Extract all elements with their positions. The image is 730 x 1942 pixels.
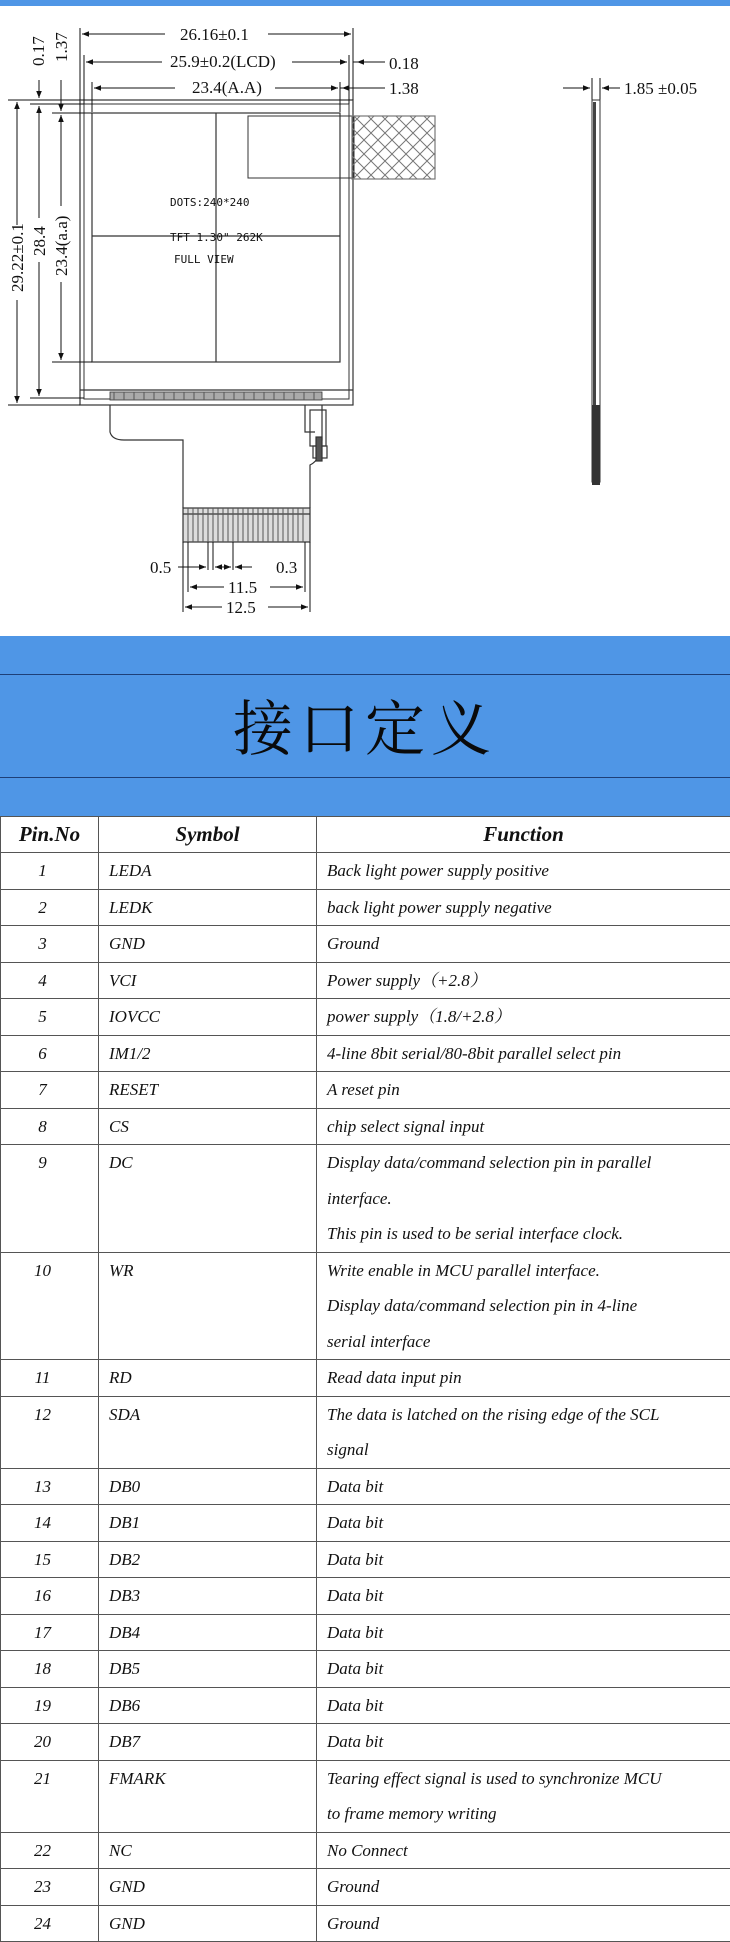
pin-number: 23 xyxy=(1,1869,99,1906)
table-row xyxy=(1,1687,730,1724)
pin-number: 24 xyxy=(1,1905,99,1942)
pin-symbol: IOVCC xyxy=(99,999,317,1036)
pin-number: 18 xyxy=(1,1651,99,1688)
pin-function xyxy=(317,1396,730,1468)
banner-rule-top xyxy=(0,674,730,675)
pin-number: 3 xyxy=(1,926,99,963)
pin-symbol: GND xyxy=(99,1905,317,1942)
pin-function-line: power supply（1.8/+2.8） xyxy=(327,999,722,1035)
pin-function xyxy=(317,1760,730,1832)
pin-function xyxy=(317,1578,730,1615)
dim-top-017: 0.17 xyxy=(29,36,48,66)
table-row xyxy=(1,1396,730,1468)
table-row xyxy=(1,889,730,926)
pin-symbol: DB3 xyxy=(99,1578,317,1615)
pin-number: 17 xyxy=(1,1614,99,1651)
pin-function-line: Ground xyxy=(327,926,722,962)
table-row xyxy=(1,853,730,890)
pin-number: 15 xyxy=(1,1541,99,1578)
pin-number: 12 xyxy=(1,1396,99,1468)
pin-function-line: Back light power supply positive xyxy=(327,853,722,889)
pin-function xyxy=(317,1145,730,1253)
pin-function-line: Data bit xyxy=(327,1688,722,1724)
table-row xyxy=(1,1578,730,1615)
pin-symbol: NC xyxy=(99,1832,317,1869)
table-row xyxy=(1,1468,730,1505)
pin-function-line: Display data/command selection pin in 4-line xyxy=(327,1288,722,1324)
table-row xyxy=(1,1252,730,1360)
table-row xyxy=(1,1145,730,1253)
pin-symbol: DB6 xyxy=(99,1687,317,1724)
pin-function xyxy=(317,1687,730,1724)
table-row xyxy=(1,1072,730,1109)
dim-fpc-125: 12.5 xyxy=(226,598,256,617)
pin-function xyxy=(317,853,730,890)
fpc-fingers xyxy=(183,508,310,542)
pin-function-line: Data bit xyxy=(327,1469,722,1505)
pin-symbol: DB4 xyxy=(99,1614,317,1651)
pin-symbol: DB0 xyxy=(99,1468,317,1505)
pin-function xyxy=(317,1468,730,1505)
pin-symbol: GND xyxy=(99,1869,317,1906)
pin-function-line: Power supply（+2.8） xyxy=(327,963,722,999)
dim-thickness: 1.85 ±0.05 xyxy=(624,79,697,98)
pin-symbol: GND xyxy=(99,926,317,963)
table-row xyxy=(1,1614,730,1651)
pin-symbol: LEDK xyxy=(99,889,317,926)
bond-pads xyxy=(110,392,322,400)
pin-function-line: Data bit xyxy=(327,1724,722,1760)
pin-function-line: Data bit xyxy=(327,1578,722,1614)
pin-symbol: DB7 xyxy=(99,1724,317,1761)
pin-number: 19 xyxy=(1,1687,99,1724)
screen-tft-text: TFT 1.30" 262K xyxy=(170,231,263,244)
pin-function xyxy=(317,999,730,1036)
pin-symbol: WR xyxy=(99,1252,317,1360)
table-row xyxy=(1,1108,730,1145)
pin-number: 13 xyxy=(1,1468,99,1505)
pin-number: 8 xyxy=(1,1108,99,1145)
screen-text xyxy=(170,196,263,266)
screen-dots-text: DOTS:240*240 xyxy=(170,196,249,209)
table-row xyxy=(1,1035,730,1072)
pin-symbol: VCI xyxy=(99,962,317,999)
pin-function xyxy=(317,1905,730,1942)
pin-function-line: chip select signal input xyxy=(327,1109,722,1145)
pin-symbol: FMARK xyxy=(99,1760,317,1832)
pin-symbol: DB1 xyxy=(99,1505,317,1542)
dim-height-aa: 23.4(a.a) xyxy=(52,216,71,276)
table-header-row xyxy=(1,817,730,853)
pin-function xyxy=(317,1108,730,1145)
pin-function-line: Data bit xyxy=(327,1505,722,1541)
pin-definition-table xyxy=(0,816,730,1942)
section-title: 接口定义 xyxy=(0,682,730,768)
dim-outline-width: 26.16±0.1 xyxy=(180,25,249,44)
table-row xyxy=(1,999,730,1036)
pin-function-line: A reset pin xyxy=(327,1072,722,1108)
header-function: Function xyxy=(317,817,730,853)
pin-number: 16 xyxy=(1,1578,99,1615)
pin-function xyxy=(317,889,730,926)
pin-number: 21 xyxy=(1,1760,99,1832)
pin-number: 22 xyxy=(1,1832,99,1869)
pin-number: 9 xyxy=(1,1145,99,1253)
dim-height-284: 28.4 xyxy=(30,226,49,256)
pin-function-line: to frame memory writing xyxy=(327,1796,722,1832)
pin-symbol: CS xyxy=(99,1108,317,1145)
pin-function xyxy=(317,1614,730,1651)
pin-function-line: signal xyxy=(327,1432,722,1468)
drawing-canvas xyxy=(0,0,730,636)
table-row xyxy=(1,1651,730,1688)
dim-fpc-115: 11.5 xyxy=(228,578,257,597)
pin-function xyxy=(317,1541,730,1578)
pin-symbol: DC xyxy=(99,1145,317,1253)
pin-symbol: SDA xyxy=(99,1396,317,1468)
screen-view-text: FULL VIEW xyxy=(174,253,234,266)
pin-number: 10 xyxy=(1,1252,99,1360)
pin-number: 1 xyxy=(1,853,99,890)
pin-function xyxy=(317,1252,730,1360)
pin-function-line: Write enable in MCU parallel interface. xyxy=(327,1253,722,1289)
pin-symbol: DB2 xyxy=(99,1541,317,1578)
table-row xyxy=(1,1832,730,1869)
dim-right-138: 1.38 xyxy=(389,79,419,98)
dim-right-018: 0.18 xyxy=(389,54,419,73)
pin-function xyxy=(317,1724,730,1761)
pin-symbol: DB5 xyxy=(99,1651,317,1688)
pin-function-line: 4-line 8bit serial/80-8bit parallel select pin xyxy=(327,1036,722,1072)
section-banner xyxy=(0,636,730,816)
pin-function xyxy=(317,1505,730,1542)
pin-function-line: Ground xyxy=(327,1906,722,1942)
dim-top-137: 1.37 xyxy=(52,32,71,62)
pin-function-line: Data bit xyxy=(327,1651,722,1687)
pin-number: 4 xyxy=(1,962,99,999)
pin-function-line: The data is latched on the rising edge of the SCL xyxy=(327,1397,722,1433)
table-row xyxy=(1,1760,730,1832)
mechanical-drawing xyxy=(0,0,730,636)
banner-rule-bottom xyxy=(0,777,730,778)
pin-symbol: LEDA xyxy=(99,853,317,890)
pin-function-line: serial interface xyxy=(327,1324,722,1360)
pin-function-line: Display data/command selection pin in parallel xyxy=(327,1145,722,1181)
pin-symbol: RESET xyxy=(99,1072,317,1109)
pin-number: 14 xyxy=(1,1505,99,1542)
pin-function xyxy=(317,962,730,999)
top-strip xyxy=(0,0,730,6)
pin-number: 5 xyxy=(1,999,99,1036)
pin-function xyxy=(317,1869,730,1906)
pin-number: 7 xyxy=(1,1072,99,1109)
pin-number: 20 xyxy=(1,1724,99,1761)
table-row xyxy=(1,1724,730,1761)
pin-function xyxy=(317,1651,730,1688)
pin-function-line: No Connect xyxy=(327,1833,722,1869)
table-row xyxy=(1,1869,730,1906)
table-row xyxy=(1,1541,730,1578)
pin-function-line: Ground xyxy=(327,1869,722,1905)
pin-symbol: RD xyxy=(99,1360,317,1397)
hatch-area xyxy=(352,116,435,179)
header-symbol: Symbol xyxy=(99,817,317,853)
pin-function-line: This pin is used to be serial interface clock. xyxy=(327,1216,722,1252)
pin-number: 2 xyxy=(1,889,99,926)
table-row xyxy=(1,1360,730,1397)
pin-function-line: back light power supply negative xyxy=(327,890,722,926)
pin-function xyxy=(317,1360,730,1397)
dim-height-total: 29.22±0.1 xyxy=(8,223,27,292)
table-body xyxy=(1,853,730,1942)
pin-function xyxy=(317,926,730,963)
pin-function-line: interface. xyxy=(327,1181,722,1217)
dim-pitch: 0.5 xyxy=(150,558,171,577)
header-pin-no: Pin.No xyxy=(1,817,99,853)
dim-lcd-width: 25.9±0.2(LCD) xyxy=(170,52,276,71)
table-row xyxy=(1,962,730,999)
pin-function-line: Data bit xyxy=(327,1542,722,1578)
table-row xyxy=(1,926,730,963)
pin-number: 6 xyxy=(1,1035,99,1072)
pin-function xyxy=(317,1035,730,1072)
pin-number: 11 xyxy=(1,1360,99,1397)
pin-function-line: Data bit xyxy=(327,1615,722,1651)
table-row xyxy=(1,1905,730,1942)
pin-symbol: IM1/2 xyxy=(99,1035,317,1072)
pin-function-line: Read data input pin xyxy=(327,1360,722,1396)
dim-pin-width: 0.3 xyxy=(276,558,297,577)
table-row xyxy=(1,1505,730,1542)
pin-function-line: Tearing effect signal is used to synchronize MCU xyxy=(327,1761,722,1797)
pin-function xyxy=(317,1072,730,1109)
dim-aa-width: 23.4(A.A) xyxy=(192,78,262,97)
pin-function xyxy=(317,1832,730,1869)
side-view xyxy=(592,100,600,485)
